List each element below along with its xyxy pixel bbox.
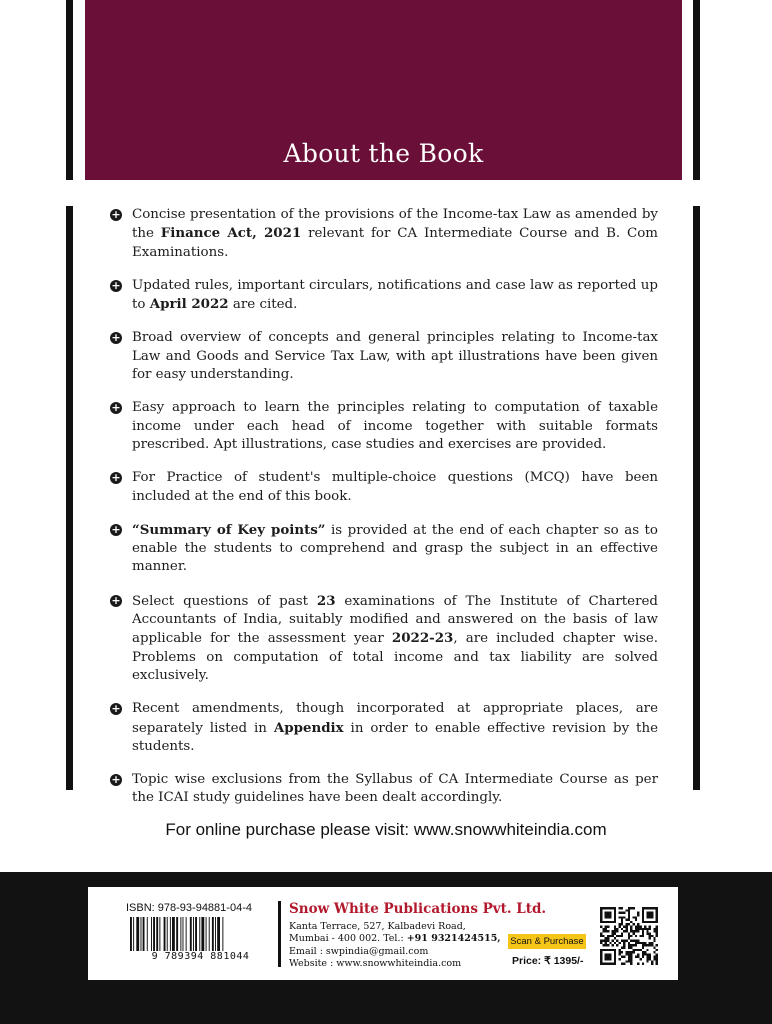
address-line-1: Kanta Terrace, 527, Kalbadevi Road, — [289, 921, 466, 932]
barcode-digits: 9 789394 881044 — [128, 951, 273, 962]
address-city: Mumbai - 400 002. Tel.: — [289, 933, 407, 945]
point-text: Broad overview of concepts and general principles relating to Income-tax Law and Goods and Service Tax Law, with apt illustrations have been given for easy understanding. — [132, 330, 658, 383]
publisher-address — [289, 921, 501, 970]
point-text: , are included chapter wise. Problems on computation of total income and tax liability are solved exclusively. — [132, 631, 659, 683]
address-line-2 — [289, 933, 501, 945]
feature-point — [110, 206, 658, 262]
vertical-divider — [278, 901, 281, 967]
point-text-bold: Appendix — [273, 719, 344, 736]
header-left-rule — [66, 0, 73, 180]
point-text-bold: “Summary of Key points” — [132, 521, 326, 538]
scan-purchase-label[interactable]: Scan & Purchase — [508, 934, 586, 949]
plus-circle-icon: + — [111, 593, 121, 607]
plus-circle-icon: + — [111, 773, 121, 787]
price: Price: ₹ 1395/- — [512, 955, 584, 967]
point-text-bold: Finance Act, 2021 — [160, 225, 302, 242]
point-text: is provided at the end of each chapter so as to enable the students to comprehend and grasp the subject in an effective manner. — [132, 522, 658, 575]
point-text-bold: 2022-23 — [391, 630, 454, 647]
feature-point — [110, 399, 658, 454]
plus-circle-icon: + — [111, 522, 121, 536]
plus-circle-icon: + — [111, 278, 121, 292]
point-text: examinations of The Institute of Chartered Accountants of India, suitably modified and answered on the basis of law applicable for the assessment year — [132, 593, 658, 647]
point-text: Easy approach to learn the principles relating to computation of taxable income under each head of income together with suitable formats prescribed. Apt illustrations, case studies and exercises are provided. — [132, 400, 658, 452]
website: Website : www.snowwhiteindia.com — [289, 957, 462, 969]
point-text: Select questions of past — [132, 593, 317, 609]
point-text: Updated rules, important circulars, notifications and case law as reported up to — [132, 277, 658, 313]
online-purchase-text: For online purchase please visit: www.snowwhiteindia.com — [165, 820, 607, 839]
header-right-rule — [693, 0, 700, 180]
isbn: ISBN: 978-93-94881-04-4 — [126, 902, 252, 914]
plus-circle-icon: + — [111, 702, 121, 716]
point-text: in order to enable effective revision by the students. — [132, 720, 658, 754]
feature-point — [110, 592, 658, 685]
feature-list — [110, 206, 658, 823]
plus-circle-icon: + — [111, 331, 121, 345]
publisher-name: Snow White Publications Pvt. Ltd. — [289, 901, 547, 917]
qr-code-icon[interactable] — [600, 907, 658, 965]
content-right-rule — [693, 206, 700, 790]
point-text-bold: April 2022 — [149, 296, 229, 313]
publisher-info-box — [88, 887, 678, 980]
phone-number: +91 9321424515, — [406, 933, 501, 945]
point-text: Concise presentation of the provisions of the Income-tax Law as amended by the — [132, 207, 658, 242]
feature-point — [110, 771, 658, 808]
email: Email : swpindia@gmail.com — [289, 945, 429, 957]
point-text: Recent amendments, though incorporated at appropriate places, are separately listed in — [132, 701, 658, 736]
content-left-rule — [66, 206, 73, 790]
point-text: relevant for CA Intermediate Course and B. Com Examinations. — [132, 226, 658, 260]
header-panel — [85, 0, 682, 180]
feature-point — [110, 700, 658, 756]
feature-point — [110, 469, 658, 506]
plus-circle-icon: + — [111, 401, 121, 415]
point-text: are cited. — [228, 297, 298, 313]
plus-circle-icon: + — [111, 471, 121, 485]
point-text: For Practice of student's multiple-choice questions (MCQ) have been included at the end of this book. — [132, 470, 658, 504]
feature-point — [110, 277, 658, 315]
feature-point — [110, 521, 658, 577]
point-text: Topic wise exclusions from the Syllabus of CA Intermediate Course as per the ICAI study guidelines have been dealt accordingly. — [132, 772, 658, 806]
point-text-bold: 23 — [316, 592, 336, 609]
plus-circle-icon: + — [111, 208, 121, 221]
feature-point — [110, 329, 658, 384]
section-title: About the Book — [283, 139, 484, 168]
